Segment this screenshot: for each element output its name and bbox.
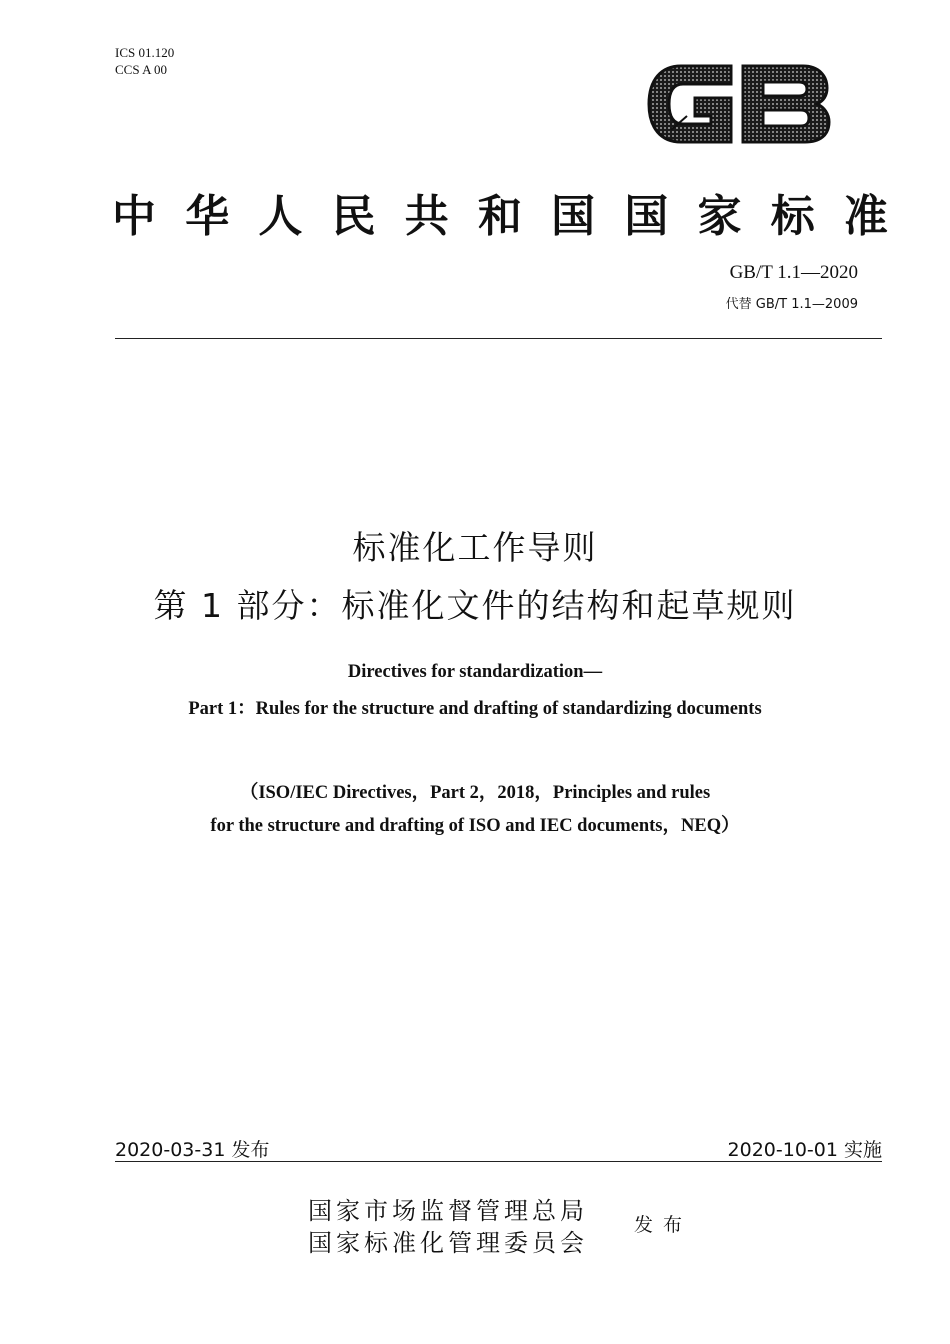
footer-divider bbox=[115, 1161, 882, 1162]
heading-char: 中 bbox=[112, 191, 156, 242]
ics-code: ICS 01.120 bbox=[115, 45, 175, 60]
issue-date: 2020-03-31 发布 bbox=[115, 1139, 270, 1161]
reference-line1: （ISO/IEC Directives，Part 2，2018，Principles and rules bbox=[239, 783, 711, 803]
heading-char: 家 bbox=[697, 191, 742, 242]
heading-char: 和 bbox=[477, 191, 522, 242]
issuer-line1: 国家市场监督管理总局 bbox=[308, 1197, 588, 1225]
replaces-code: 代替 GB/T 1.1—2009 bbox=[725, 297, 858, 312]
heading-char: 国 bbox=[551, 191, 596, 242]
title-en-line2: Part 1：Rules for the structure and drafting of standardizing documents bbox=[188, 699, 762, 719]
heading-char: 准 bbox=[843, 191, 888, 242]
national-standard-heading bbox=[112, 180, 888, 244]
heading-char: 人 bbox=[258, 191, 303, 242]
heading-char: 国 bbox=[624, 191, 669, 242]
header-divider bbox=[115, 338, 882, 339]
title-zh-line1: 标准化工作导则 bbox=[352, 528, 598, 567]
heading-char: 标 bbox=[770, 191, 815, 242]
reference-line2: for the structure and drafting of ISO and IEC documents，NEQ） bbox=[210, 816, 740, 836]
title-zh-line2: 第 1 部分：标准化文件的结构和起草规则 bbox=[153, 586, 797, 625]
heading-char: 共 bbox=[404, 191, 449, 242]
heading-char: 华 bbox=[185, 191, 230, 242]
title-en-line1: Directives for standardization— bbox=[347, 662, 603, 682]
gb-logo bbox=[643, 58, 833, 150]
issuer-line2: 国家标准化管理委员会 bbox=[308, 1229, 588, 1257]
heading-char: 民 bbox=[331, 191, 376, 242]
ccs-code: CCS A 00 bbox=[115, 62, 168, 77]
standard-code: GB/T 1.1—2020 bbox=[729, 262, 858, 283]
classification-codes bbox=[115, 44, 174, 78]
publish-label: 发布 bbox=[634, 1214, 693, 1236]
implementation-date: 2020-10-01 实施 bbox=[727, 1139, 882, 1161]
